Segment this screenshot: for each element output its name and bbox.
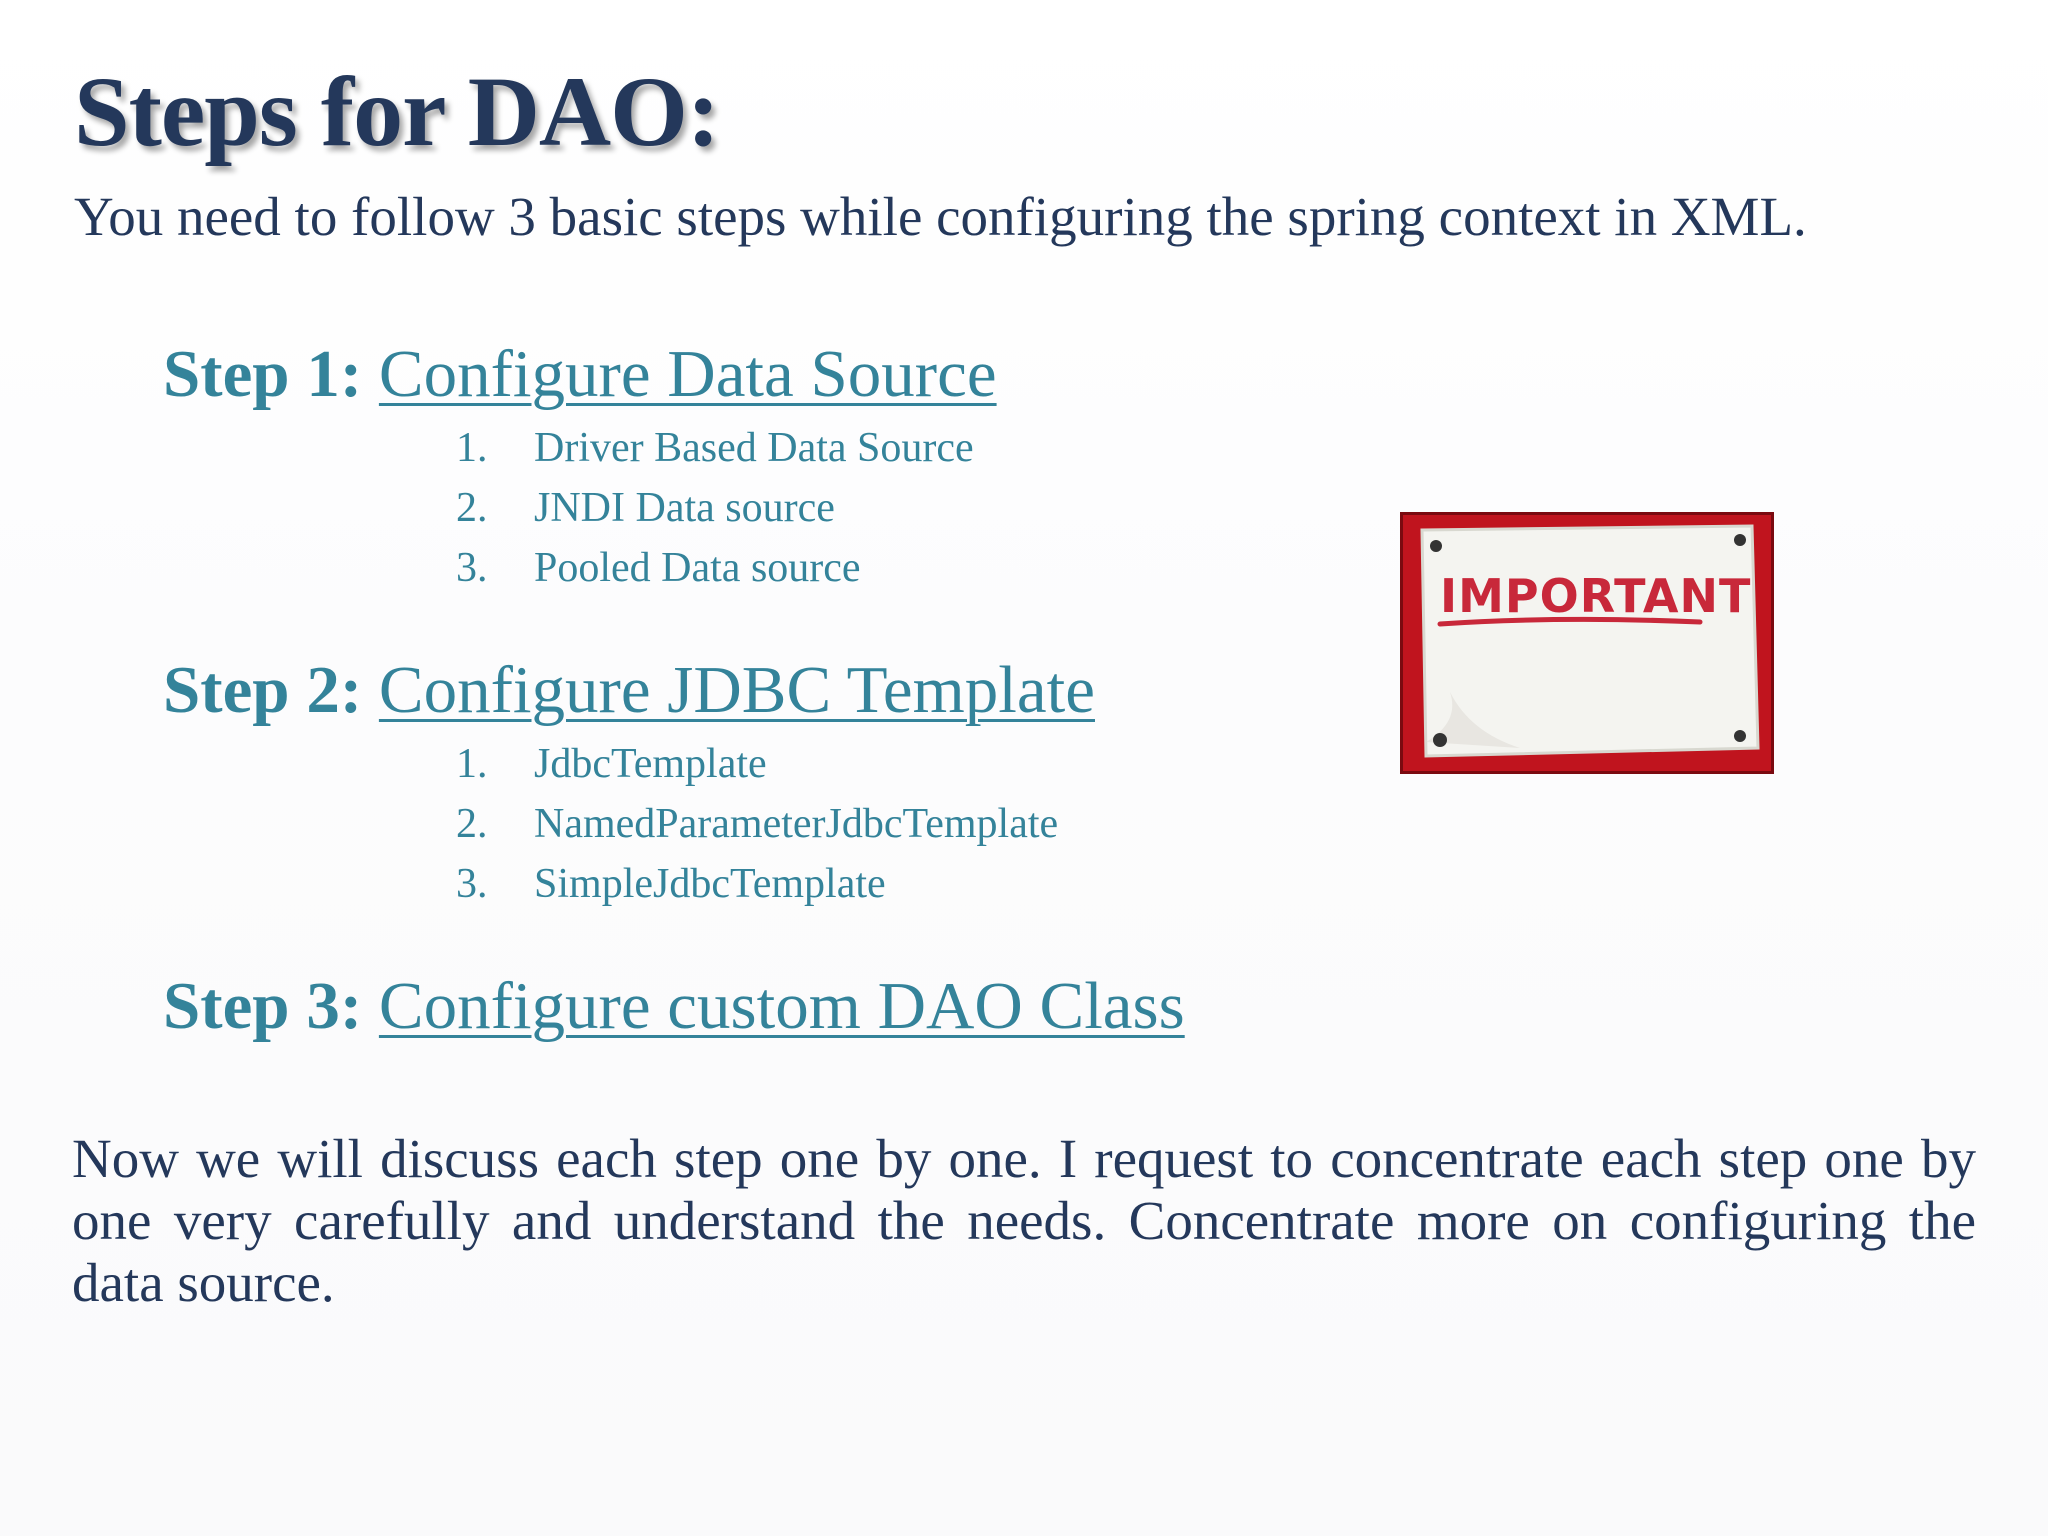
list-item — [456, 854, 1058, 914]
step-3-heading — [163, 966, 1185, 1046]
list-item-text: JNDI Data source — [534, 485, 835, 531]
screw-icon — [1734, 730, 1746, 742]
step-3-prefix: Step 3: — [163, 969, 363, 1043]
step-1-link[interactable]: Configure Data Source — [378, 337, 997, 411]
screw-icon — [1430, 540, 1442, 552]
list-item — [456, 538, 974, 598]
sign-board — [1422, 526, 1758, 756]
list-number: 3. — [456, 861, 488, 907]
list-number: 1. — [456, 425, 488, 471]
list-item — [456, 794, 1058, 854]
step-2-list — [456, 734, 1058, 914]
list-item-text: SimpleJdbcTemplate — [534, 861, 886, 907]
step-2-prefix: Step 2: — [163, 653, 363, 727]
closing-paragraph: Now we will discuss each step one by one. I request to concentrate each step one by one very carefully and understand the needs. Concentrate more on configuring the data source. — [72, 1128, 1976, 1313]
step-1-heading — [163, 334, 997, 414]
slide-title: Steps for DAO: — [74, 56, 720, 167]
list-item-text: Pooled Data source — [534, 545, 861, 591]
list-number: 3. — [456, 545, 488, 591]
list-item-text: NamedParameterJdbcTemplate — [534, 801, 1059, 847]
step-1-prefix: Step 1: — [163, 337, 363, 411]
step-3-link[interactable]: Configure custom DAO Class — [378, 969, 1185, 1043]
step-1-list — [456, 418, 974, 598]
step-2-link[interactable]: Configure JDBC Template — [378, 653, 1095, 727]
list-number: 1. — [456, 741, 488, 787]
list-item-text: Driver Based Data Source — [534, 425, 974, 471]
list-item — [456, 734, 1058, 794]
list-number: 2. — [456, 485, 488, 531]
sign-label: IMPORTANT — [1440, 569, 1752, 623]
important-sign-graphic — [1400, 512, 1774, 774]
step-2-heading — [163, 650, 1095, 730]
intro-text: You need to follow 3 basic steps while configuring the spring context in XML. — [74, 186, 1807, 247]
list-number: 2. — [456, 801, 488, 847]
screw-icon — [1433, 733, 1447, 747]
important-sign-image — [1400, 512, 1774, 774]
list-item — [456, 418, 974, 478]
list-item — [456, 478, 974, 538]
screw-icon — [1734, 534, 1746, 546]
list-item-text: JdbcTemplate — [534, 741, 767, 787]
